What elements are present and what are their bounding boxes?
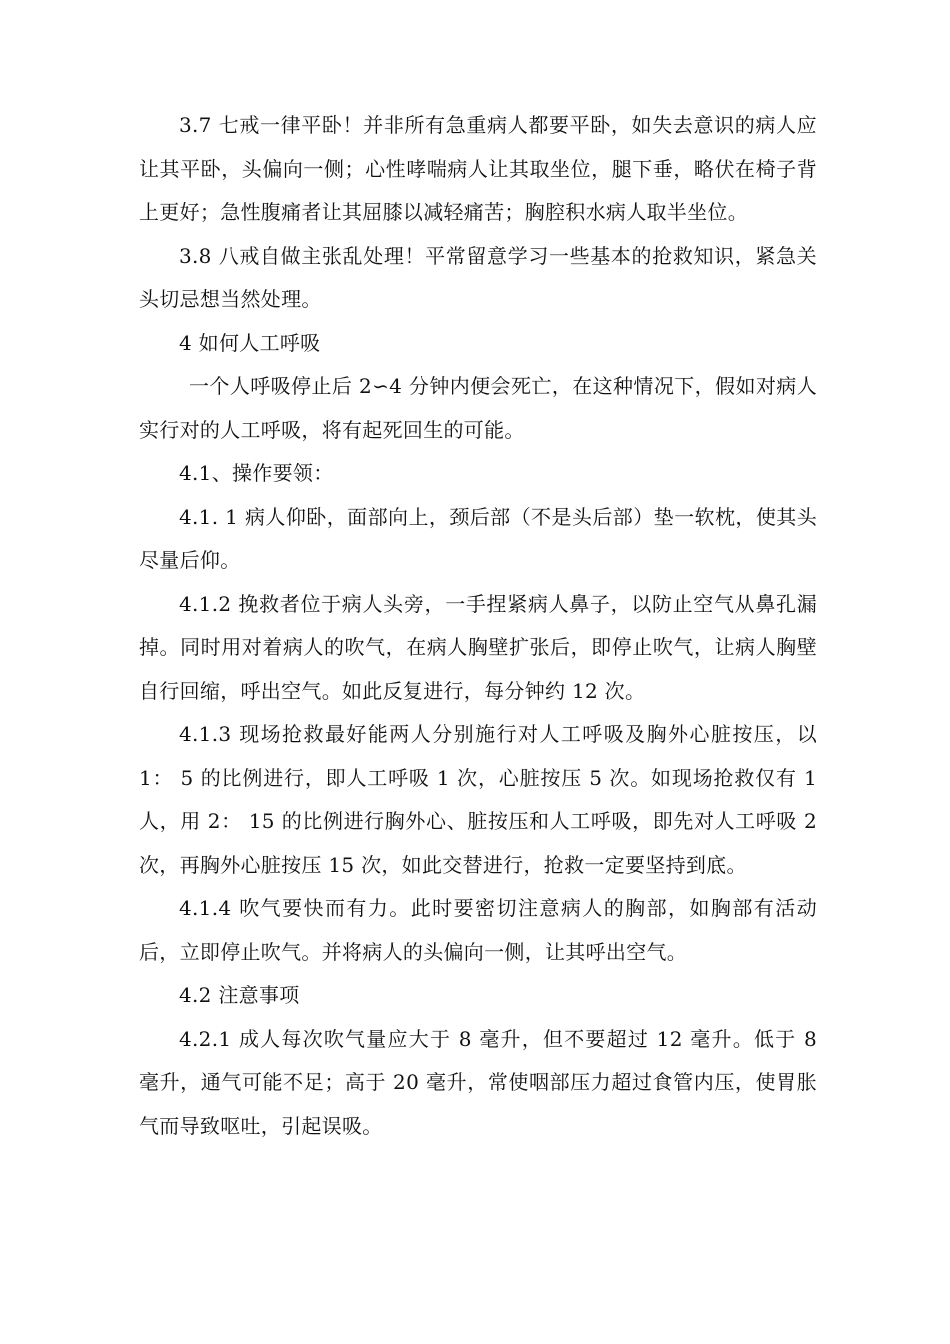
paragraph-4-1-4: 4.1.4 吹气要快而有力。此时要密切注意病人的胸部，如胸部有活动后，立即停止吹气。并将病人的头偏向一侧，让其呼出空气。 (139, 896, 817, 964)
paragraph-4-2-1: 4.2.1 成人每次吹气量应大于 8 毫升，但不要超过 12 毫升。低于 8 毫升，通气可能不足；高于 20 毫升，常使咽部压力超过食管内压，使胃胀气而导致呕吐，引起误吸。 (139, 1026, 817, 1138)
paragraph-3-8: 3.8 八戒自做主张乱处理！平常留意学习一些基本的抢救知识，紧急关头切忌想当然处理。 (139, 243, 817, 311)
paragraph-4-1-3: 4.1.3 现场抢救最好能两人分别施行对人工呼吸及胸外心脏按压，以 1： 5 的比例进行，即人工呼吸 1 次，心脏按压 5 次。如现场抢救仅有 1 人，用 2： 15 的比例进行胸外心、脏按压和人工呼吸，即先对人工呼吸 2 次，再胸外心脏按压 15 次，如此交替进行，抢救一定要坚持到底。 (139, 722, 817, 877)
paragraph-4-1-2: 4.1.2 挽救者位于病人头旁，一手捏紧病人鼻子，以防止空气从鼻孔漏掉。同时用对着病人的吹气，在病人胸壁扩张后，即停止吹气，让病人胸壁自行回缩，呼出空气。如此反复进行，每分钟约 12 次。 (139, 591, 817, 703)
subsection-heading-4-2: 4.2 注意事项 (179, 983, 300, 1007)
document-body (139, 104, 817, 1148)
paragraph-3-7: 3.7 七戒一律平卧！并非所有急重病人都要平卧，如失去意识的病人应让其平卧，头偏向一侧；心性哮喘病人让其取坐位，腿下垂，略伏在椅子背上更好；急性腹痛者让其屈膝以减轻痛苦；胸腔积水病人取半坐位。 (139, 113, 817, 224)
section-heading-4: 4 如何人工呼吸 (179, 330, 321, 355)
paragraph-4-1-1: 4.1. 1 病人仰卧，面部向上，颈后部（不是头后部）垫一软枕，使其头尽量后仰。 (139, 504, 817, 572)
subsection-heading-4-1: 4.1、操作要领： (179, 461, 334, 485)
paragraph-4-intro: 一个人呼吸停止后 2∽4 分钟内便会死亡，在这种情况下，假如对病人实行对的人工呼吸，将有起死回生的可能。 (139, 374, 817, 442)
